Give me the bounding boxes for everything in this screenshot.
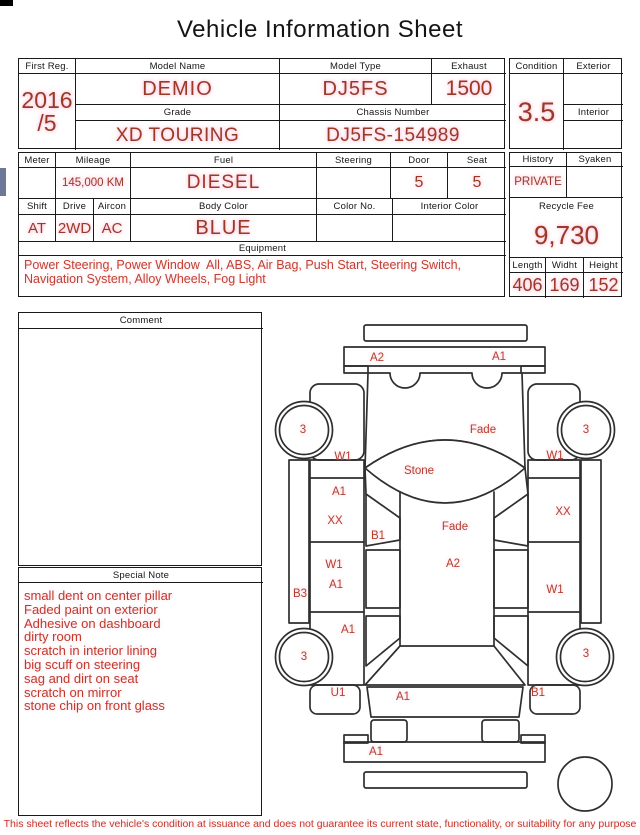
model-type-label: Model Type: [280, 59, 432, 74]
aircon-label: Aircon: [94, 199, 131, 215]
special-note-item: Faded paint on exterior: [24, 601, 158, 617]
vehicle-identity-table: [18, 58, 505, 149]
damage-code-label: W1: [546, 584, 564, 596]
damage-code-label: Stone: [403, 465, 435, 477]
steering-value: [317, 168, 391, 199]
grade-value: XD TOURING: [76, 121, 280, 150]
seat-label: Seat: [448, 153, 506, 168]
aircon-value: AC: [94, 215, 131, 242]
exterior-value: [564, 74, 623, 105]
condition-table: [509, 58, 622, 149]
interior-color-value: [393, 215, 506, 242]
interior-color-label: Interior Color: [393, 199, 506, 215]
drive-label: Drive: [56, 199, 94, 215]
damage-code-label: Fade: [469, 424, 497, 436]
chassis-number-value: DJ5FS-154989: [326, 124, 460, 146]
spare-tire-circle: [558, 757, 612, 811]
history-value: PRIVATE: [510, 167, 567, 198]
damage-code-label: W1: [325, 559, 343, 571]
damage-code-label: 3: [299, 424, 307, 436]
damage-code-label: 3: [582, 424, 590, 436]
car-condition-diagram: [270, 308, 640, 823]
interior-value: [564, 121, 623, 150]
first-reg-year: 2016: [21, 86, 73, 113]
meter-label: Meter: [19, 153, 56, 168]
vehicle-spec-table: [18, 152, 505, 297]
damage-code-label: A1: [368, 746, 384, 758]
fuel-value: DIESEL: [131, 168, 317, 199]
height-value: 152: [588, 275, 619, 295]
syaken-label: Syaken: [567, 153, 623, 167]
body-color-value: BLUE: [131, 215, 317, 242]
comment-box: [18, 312, 262, 566]
recycle-fee-label: Recycle Fee: [539, 200, 594, 212]
damage-code-label: A1: [491, 351, 507, 363]
steering-label: Steering: [317, 153, 391, 168]
damage-code-label: A1: [331, 486, 347, 498]
special-note-item: scratch on mirror: [24, 684, 122, 700]
color-no-label: Color No.: [317, 199, 393, 215]
special-note-item: stone chip on front glass: [24, 698, 165, 714]
width-value: 169: [546, 273, 584, 298]
damage-code-label: XX: [327, 515, 343, 527]
interior-label: Interior: [564, 105, 623, 121]
damage-code-label: A1: [328, 579, 344, 591]
special-note-item: sag and dirt on seat: [24, 670, 139, 686]
disclaimer-text: This sheet reflects the vehicle's condition at issuance and does not guarantee its current state, functionality, or suitability for any purpose: [3, 818, 637, 830]
color-no-value: [317, 215, 393, 242]
comment-value: [19, 329, 263, 567]
special-note-item: big scuff on steering: [24, 656, 141, 672]
model-name-label: Model Name: [76, 59, 280, 74]
page-title: Vehicle Information Sheet: [176, 16, 463, 43]
syaken-value: [567, 167, 623, 198]
length-label: Length: [510, 258, 546, 273]
seat-value: 5: [448, 168, 506, 199]
chassis-number-label: Chassis Number: [280, 105, 506, 121]
comment-label: Comment: [19, 313, 263, 329]
first-reg-value: [19, 74, 76, 150]
door-value: 5: [391, 168, 448, 199]
model-name-value: DEMIO: [76, 74, 280, 105]
fuel-label: Fuel: [131, 153, 317, 168]
exterior-label: Exterior: [564, 59, 623, 74]
damage-code-label: W1: [546, 450, 564, 462]
width-label: Widht: [546, 258, 584, 273]
body-color-label: Body Color: [131, 199, 317, 215]
damage-code-label: A1: [340, 624, 356, 636]
damage-code-label: A1: [395, 691, 411, 703]
damage-code-label: W1: [334, 451, 352, 463]
special-note-box: [18, 567, 262, 816]
length-value: 406: [510, 273, 546, 298]
equipment-value: Power Steering, Power Window All, ABS, Air Bag, Push Start, Steering Switch, Navigation System, Alloy Wheels, Fog Light: [24, 258, 465, 286]
condition-label: Condition: [510, 59, 564, 74]
damage-code-label: A2: [445, 558, 461, 570]
damage-code-label: 3: [300, 651, 308, 663]
recycle-fee-value: 9,730: [510, 214, 623, 258]
scan-artifact: [0, 0, 13, 6]
scan-artifact: [0, 168, 6, 196]
grade-label: Grade: [76, 105, 280, 121]
first-reg-month: /5: [37, 110, 57, 136]
damage-code-label: B1: [370, 530, 386, 542]
mileage-label: Mileage: [56, 153, 131, 168]
mileage-value: 145,000 KM: [56, 168, 131, 199]
drive-value: 2WD: [56, 215, 94, 242]
model-type-value: DJ5FS: [280, 74, 432, 105]
damage-code-label: Fade: [441, 521, 469, 533]
exhaust-value: 1500: [432, 74, 506, 105]
special-note-label: Special Note: [19, 568, 263, 583]
history-label: History: [510, 153, 567, 167]
shift-label: Shift: [19, 199, 56, 215]
condition-value: 3.5: [510, 74, 564, 150]
damage-code-label: B1: [530, 687, 546, 699]
damage-code-label: U1: [330, 687, 346, 699]
special-note-list: [19, 583, 261, 815]
door-label: Door: [391, 153, 448, 168]
first-reg-label: First Reg.: [19, 59, 76, 74]
damage-code-label: A2: [369, 352, 385, 364]
equipment-label: Equipment: [19, 242, 506, 256]
height-label: Height: [584, 258, 623, 273]
damage-code-label: 3: [582, 648, 590, 660]
exhaust-label: Exhaust: [432, 59, 506, 74]
shift-value: AT: [19, 215, 56, 242]
special-note-item: Adhesive on dashboard: [24, 615, 161, 631]
damage-code-label: B3: [292, 588, 308, 600]
special-note-item: small dent on center pillar: [24, 588, 173, 603]
meter-value: [19, 168, 56, 199]
special-note-item: dirty room: [24, 629, 82, 645]
damage-code-label: XX: [555, 506, 571, 518]
special-note-item: scratch in interior lining: [24, 643, 157, 659]
history-fee-table: [509, 152, 622, 297]
